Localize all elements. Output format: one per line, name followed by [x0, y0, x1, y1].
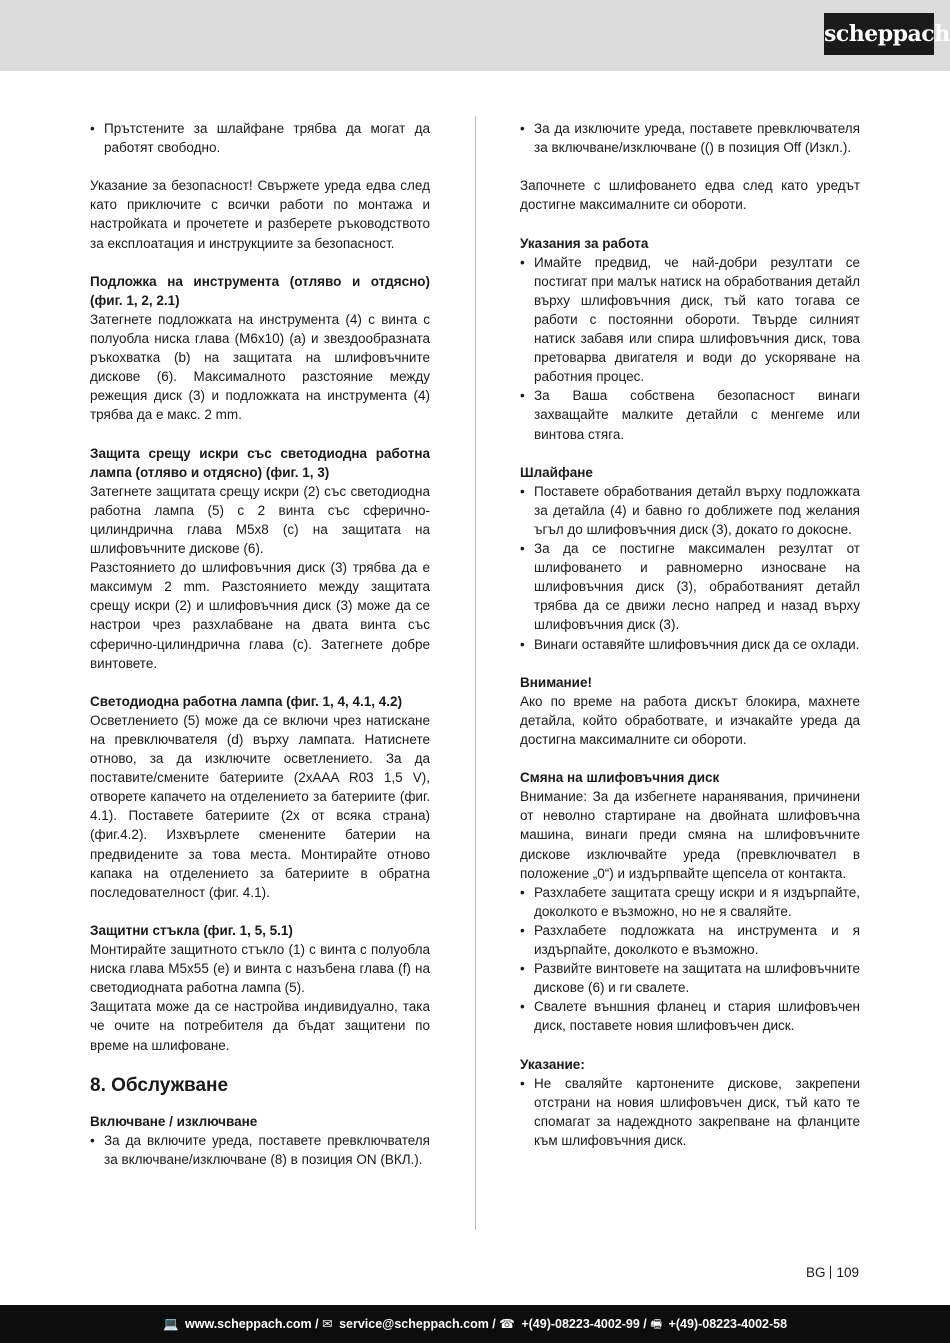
section-heading: Защитни стъкла (фиг. 1, 5, 5.1) [90, 922, 293, 938]
page-number-separator [830, 1266, 831, 1279]
bullet-item: • Развийте винтовете на защитата на шлифовъчните дискове (6) и ги свалете. [520, 959, 860, 997]
scheppach-logo: scheppach [824, 13, 934, 55]
footer-website[interactable]: www.scheppach.com / [185, 1317, 319, 1331]
paragraph: Монтирайте защитното стъкло (1) с винта с полуобла ниска глава M5x55 (e) и винта с назъбена глава (f) на светодиодната работна лампа (5). [90, 942, 430, 996]
column-divider [475, 116, 476, 1230]
section-heading: Указание: [520, 1056, 585, 1072]
bullet-item: • Свалете външния фланец и стария шлифовъчен диск, поставете новия шлифовъчен диск. [520, 997, 860, 1035]
bullet-item: • Прътстените за шлайфане трябва да могат да работят свободно. [90, 119, 430, 157]
footer-bar [0, 1305, 950, 1343]
language-code: BG [805, 1265, 826, 1280]
bullet-item: • За да изключите уреда, поставете превключвателя за включване/изключване (() в позиция Off (Изкл.). [520, 119, 860, 157]
paragraph: Внимание: За да избегнете наранявания, причинени от неволно стартиране на двойната шлифовъчна машина, винаги преди смяна на шлифовъчните дискове изключвайте уреда (превключвател в положение „0“) и издърпвайте щепсела от контакта. [520, 789, 860, 881]
phone-icon: ☎ [499, 1317, 515, 1331]
page-number-value: 109 [836, 1265, 859, 1280]
section-heading: Внимание! [520, 674, 592, 690]
bullet-item: • Не сваляйте картонените дискове, закрепени отстрани на новия шлифовъчен диск, тъй като те спомагат за надеждното закрепване на фланците към шлифовъчния диск. [520, 1074, 860, 1150]
section-heading: Смяна на шлифовъчния диск [520, 770, 720, 786]
section-heading: Включване / изключване [90, 1113, 258, 1129]
paragraph: Разстоянието до шлифовъчния диск (3) трябва да е максимум 2 mm. Разстоянието между защитата срещу искри (2) и шлифовъчния диск (3) може да се настрои чрез разхлабване на двата винта със сферично-цилиндрична глава (c). Затегнете добре винтовете. [90, 560, 430, 671]
bullet-item: • Винаги оставяйте шлифовъчния диск да се охлади. [520, 635, 860, 654]
section-heading: Указания за работа [520, 235, 649, 251]
paragraph: Започнете с шлифоването едва след като уредът достигне максималните си обороти. [520, 178, 860, 213]
computer-icon: 💻 [162, 1317, 179, 1331]
header-bar [0, 0, 950, 71]
section-heading: Шлайфане [520, 464, 593, 480]
paragraph: Ако по време на работа дискът блокира, махнете детайла, който обработвате, и изчакайте уреда да достигна максималните си обороти. [520, 693, 860, 747]
mail-icon: ✉ [322, 1317, 333, 1331]
paragraph: Затегнете подложката на инструмента (4) с винта с полуобла ниска глава (M6x10) (a) и звездообразната ръкохватка (b) на защитата на шлифовъчните дискове (6). Максималното разстояние между режещия диск (3) и подложката на инструмента (4) трябва да е макс. 2 mm. [90, 311, 430, 423]
bullet-item: • За Ваша собствена безопасност винаги захващайте малките детайли с менгеме или винтова стяга. [520, 386, 860, 443]
footer-email[interactable]: service@scheppach.com / [339, 1317, 496, 1331]
paragraph: Защитата може да се настройва индивидуално, така че очите на потребителя да бъдат защитени по време на шлифоване. [90, 999, 430, 1053]
paragraph: Осветлението (5) може да се включи чрез натискане на превключвателя (d) върху лампата. Натиснете отново, за да изключите осветлението. За да поставите/смените батериите (2xAAA R03 1,5 V), отворете капачето на отделението за батериите (фиг. 4.1). Поставете батериите (2x от всяка страна) (фиг.4.2). Изхвърлете сменените батерии на предвидените за това места. Монтирайте отново капака на отделението за батериите в обратна последователност (фиг. 4.1). [90, 712, 430, 900]
left-column [90, 119, 430, 1169]
bullet-item: • Разхлабете защитата срещу искри и я издърпайте, доколкото е възможно, но не я сваляйте. [520, 883, 860, 921]
safety-note: Указание за безопасност! Свържете уреда едва след като приключите с всички работи по монтажа и настройката и прочетете и разберете ръководството за експлоатация и инструкциите за безопасност. [90, 178, 430, 251]
footer-fax: +(49)-08223-4002-58 [668, 1317, 788, 1331]
bullet-item: • Разхлабете подложката на инструмента и я издърпайте, доколкото е възможно. [520, 921, 860, 959]
section-heading: Светодиодна работна лампа (фиг. 1, 4, 4.1, 4.2) [90, 693, 403, 709]
fax-icon: 🖷 [650, 1317, 663, 1331]
footer-phone: +(49)-08223-4002-99 / [521, 1317, 647, 1331]
bullet-item: • За да включите уреда, поставете превключвателя за включване/изключване (8) в позиция ON (ВКЛ.). [90, 1131, 430, 1169]
bullet-item: • Имайте предвид, че най-добри резултати се постигат при малък натиск на обработвания детайл върху шлифовъчния диск, тъй като тогава се работи с постоянни обороти. Твърде силният натиск забавя или спира шлифовъчния диск, това претоварва двигателя и води до ускоряване на работния процес. [520, 253, 860, 387]
right-column [520, 119, 860, 1150]
section-heading: Защита срещу искри със светодиодна работна лампа (отляво и отдясно) (фиг. 1, 3) [90, 445, 430, 480]
section-heading: Подложка на инструмента (отляво и отдясно) (фиг. 1, 2, 2.1) [90, 273, 430, 308]
bullet-item: • За да се постигне максимален резултат от шлифоването и равномерно износване на шлифовъчния диск (3), обработваният детайл трябва да се движи лесно напред и назад върху шлифовъчния диск (3). [520, 539, 860, 634]
bullet-item: • Поставете обработвания детайл върху подложката за детайла (4) и бавно го доближете под желания ъгъл до шлифовъчния диск (3), докато го докосне. [520, 482, 860, 539]
page-number [806, 1265, 859, 1280]
paragraph: Затегнете защитата срещу искри (2) със светодиодна работна лампа (5) с 2 винта със сферично-цилиндрична глава M5x8 (c) на защитата на шлифовъчните дискове (6). [90, 483, 430, 557]
chapter-title: 8. Обслужване [90, 1074, 229, 1096]
